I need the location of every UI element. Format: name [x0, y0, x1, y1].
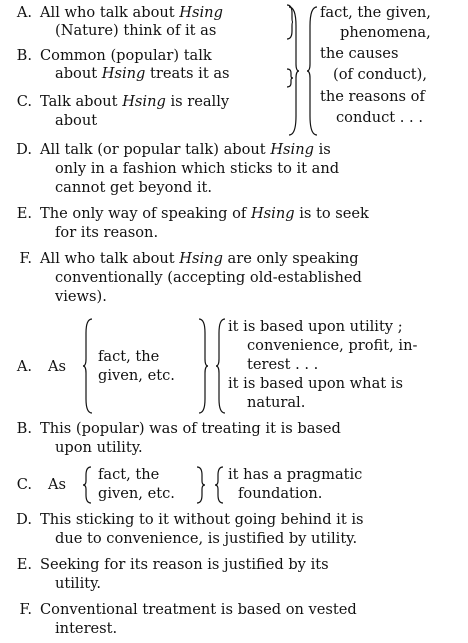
p2-c-mid-line: given, etc.	[98, 485, 175, 502]
p1-d-line-2: only in a fashion which sticks to it and	[55, 160, 340, 177]
p1-right-line: conduct . . .	[336, 109, 423, 126]
p2-f-line-2: interest.	[55, 620, 118, 637]
p1-e-line-1: The only way of speaking of Hsing is to seek	[40, 205, 369, 222]
item-letter: B.	[16, 420, 32, 437]
p1-c-line-2: about	[55, 112, 98, 129]
p2-b-line-2: upon utility.	[55, 439, 143, 456]
p2-a-right-line: it is based upon utility ;	[228, 318, 403, 335]
item-letter: E.	[16, 556, 32, 573]
p2-c-right-line: it has a pragmatic	[228, 466, 363, 483]
p1-f-line-3: views).	[55, 288, 107, 305]
right-brace	[288, 6, 300, 136]
item-letter: A.	[16, 4, 32, 21]
p2-d-line-2: due to convenience, is justified by utility.	[55, 530, 358, 547]
p2-a-mid-line: given, etc.	[98, 367, 175, 384]
item-letter: E.	[16, 205, 32, 222]
item-letter: F.	[19, 250, 32, 267]
p2-e-line-2: utility.	[55, 575, 102, 592]
p1-a-line-1: All who talk about Hsing	[40, 4, 223, 21]
left-brace	[215, 318, 226, 414]
p2-c-right-line: foundation.	[238, 485, 323, 502]
p2-a-right-line: it is based upon what is	[228, 375, 403, 392]
left-brace	[306, 6, 318, 136]
left-brace	[82, 466, 92, 504]
item-letter: B.	[16, 47, 32, 64]
p2-f-line-1: Conventional treatment is based on vested	[40, 601, 357, 618]
p2-c-mid-line: fact, the	[98, 466, 160, 483]
p1-d-line-1: All talk (or popular talk) about Hsing is	[40, 141, 331, 158]
p1-d-line-3: cannot get beyond it.	[55, 179, 213, 196]
as-label: As	[48, 476, 67, 493]
p2-e-line-1: Seeking for its reason is justified by its	[40, 556, 329, 573]
item-letter: D.	[16, 141, 32, 158]
p1-b-line-2: about Hsing treats it as	[55, 65, 230, 82]
right-brace	[198, 318, 209, 414]
item-letter: D.	[16, 511, 32, 528]
p2-b-line-1: This (popular) was of treating it is based	[40, 420, 341, 437]
p2-d-line-1: This sticking to it without going behind it is	[40, 511, 364, 528]
p2-a-right-line: terest . . .	[247, 356, 319, 373]
p2-a-mid-line: fact, the	[98, 348, 160, 365]
p1-right-line: phenomena,	[340, 24, 431, 41]
item-letter: C.	[16, 93, 32, 110]
p1-c-line-1: Talk about Hsing is really	[40, 93, 230, 110]
left-brace	[214, 466, 224, 504]
p1-right-line: the reasons of	[320, 88, 425, 105]
p2-a-right-line: convenience, profit, in-	[247, 337, 418, 354]
p1-right-line: (of conduct),	[333, 66, 427, 83]
p2-a-right-line: natural.	[247, 394, 306, 411]
p1-a-line-2: (Nature) think of it as	[55, 22, 217, 39]
item-letter: F.	[19, 601, 32, 618]
p1-b-line-1: Common (popular) talk	[40, 47, 212, 64]
item-letter: A.	[16, 358, 32, 375]
as-label: As	[48, 358, 67, 375]
p1-f-line-2: conventionally (accepting old-established	[55, 269, 362, 286]
p1-right-line: fact, the given,	[320, 4, 431, 21]
right-brace	[196, 466, 206, 504]
item-letter: C.	[16, 476, 32, 493]
left-brace	[82, 318, 93, 414]
p1-right-line: the causes	[320, 45, 399, 62]
p1-f-line-1: All who talk about Hsing are only speaking	[40, 250, 359, 267]
p1-e-line-2: for its reason.	[55, 224, 159, 241]
